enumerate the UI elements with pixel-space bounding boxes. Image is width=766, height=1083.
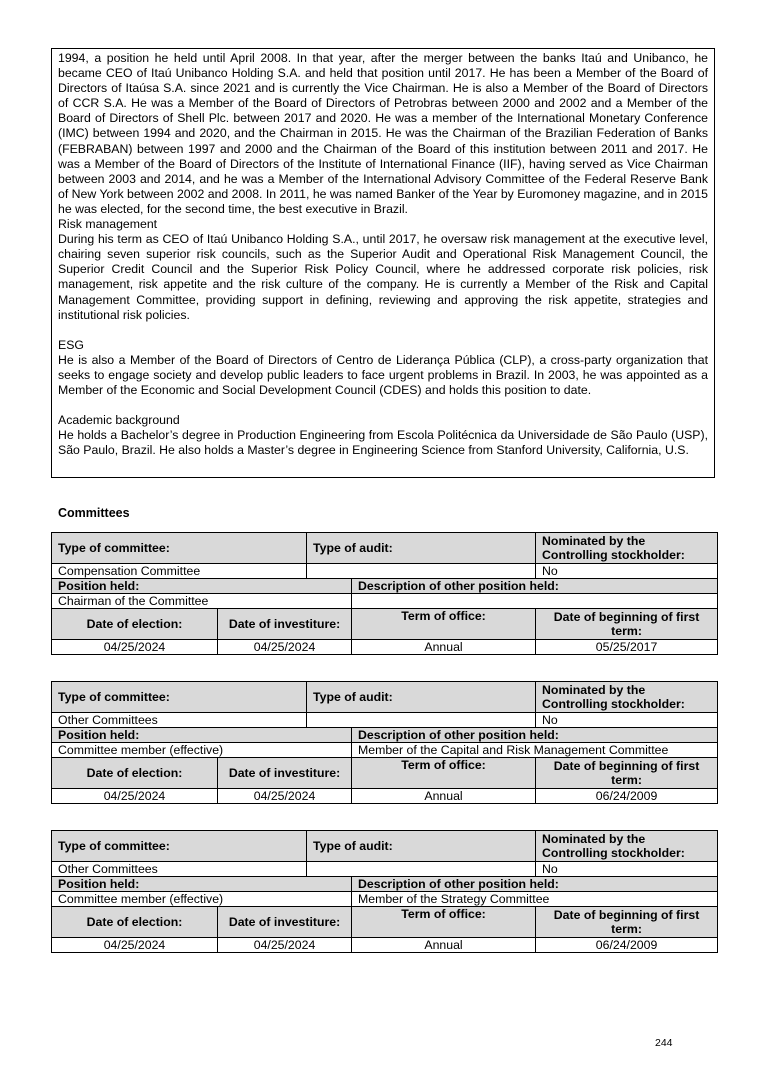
academic-text: He holds a Bachelor’s degree in Production Engineering from Escola Politécnica da Universidade de São Paulo (USP), São Paulo, Brazil. He also holds a Master’s degree in Engineering Science from Stanford University, California, U.S. (58, 428, 708, 458)
date-of-investiture-label: Date of investiture: (218, 758, 352, 789)
nominated-value: No (536, 564, 718, 579)
term-of-office-label: Term of office: (352, 758, 536, 789)
description-value: Member of the Capital and Risk Management Committee (352, 743, 718, 758)
beginning-date-value: 06/24/2009 (536, 789, 718, 804)
term-value: Annual (352, 789, 536, 804)
position-held-value: Chairman of the Committee (52, 594, 352, 609)
type-of-committee-label: Type of committee: (52, 533, 307, 564)
election-date-value: 04/25/2024 (52, 789, 218, 804)
investiture-date-value: 04/25/2024 (218, 640, 352, 655)
audit-type-value (307, 713, 536, 728)
term-of-office-label: Term of office: (352, 609, 536, 640)
investiture-date-value: 04/25/2024 (218, 789, 352, 804)
position-held-value: Committee member (effective) (52, 892, 352, 907)
biography-box (51, 48, 715, 478)
esg-heading: ESG (58, 337, 84, 352)
committee-table (51, 681, 718, 804)
nominated-by-label: Nominated by the Controlling stockholder: (536, 682, 718, 713)
position-held-label: Position held: (52, 728, 352, 743)
beginning-date-value: 05/25/2017 (536, 640, 718, 655)
type-of-audit-label: Type of audit: (307, 682, 536, 713)
type-of-committee-label: Type of committee: (52, 831, 307, 862)
page-number: 244 (655, 1037, 673, 1049)
type-of-audit-label: Type of audit: (307, 831, 536, 862)
term-of-office-label: Term of office: (352, 907, 536, 938)
esg-text: He is also a Member of the Board of Directors of Centro de Liderança Pública (CLP), a cross-party organization that seeks to engage society and develop public leaders to face urgent problems in Brazil. In 2003, he was appointed as a Member of the Economic and Social Development Council (CDES) and holds this position to date. (58, 352, 708, 397)
date-beginning-label: Date of beginning of first term: (536, 609, 718, 640)
academic-heading: Academic background (58, 413, 180, 428)
election-date-value: 04/25/2024 (52, 938, 218, 953)
term-value: Annual (352, 938, 536, 953)
committee-table (51, 830, 718, 953)
nominated-value: No (536, 862, 718, 877)
description-other-label: Description of other position held: (352, 579, 718, 594)
investiture-date-value: 04/25/2024 (218, 938, 352, 953)
committee-type-value: Other Committees (52, 713, 307, 728)
description-value: Member of the Strategy Committee (352, 892, 718, 907)
bio-paragraph: 1994, a position he held until April 2008. In that year, after the merger between the banks Itaú and Unibanco, he became CEO of Itaú Unibanco Holding S.A. and held that position until 2017. He has been a Member of the Board of Directors of Itaúsa S.A. since 2021 and is currently the Vice Chairman. He is also a Member of the Board of Directors of CCR S.A. He was a Member of the Board of Directors of Petrobras between 2000 and 2002 and a Member of the Board of Directors of Shell Plc. between 2017 and 2020. He was a member of the International Monetary Conference (IMC) between 1994 and 2020, and the Chairman in 2015. He was the Chairman of the Brazilian Federation of Banks (FEBRABAN) between 1997 and 2000 and the Chairman of the Board of this institution between 2011 and 2017. He was a Member of the Board of Directors of the Institute of International Finance (IIF), having served as Vice Chairman between 2003 and 2014, and he was a Member of the International Advisory Committee of the Federal Reserve Bank of New York between 2002 and 2008. In 2011, he was named Banker of the Year by Euromoney magazine, and in 2015 he was elected, for the second time, the best executive in Brazil. (58, 51, 708, 216)
nominated-by-label: Nominated by the Controlling stockholder: (536, 831, 718, 862)
date-of-election-label: Date of election: (52, 609, 218, 640)
committee-type-value: Other Committees (52, 862, 307, 877)
date-beginning-label: Date of beginning of first term: (536, 907, 718, 938)
position-held-label: Position held: (52, 877, 352, 892)
type-of-committee-label: Type of committee: (52, 682, 307, 713)
nominated-value: No (536, 713, 718, 728)
date-of-election-label: Date of election: (52, 907, 218, 938)
audit-type-value (307, 564, 536, 579)
nominated-by-label: Nominated by the Controlling stockholder: (536, 533, 718, 564)
description-other-label: Description of other position held: (352, 877, 718, 892)
description-other-label: Description of other position held: (352, 728, 718, 743)
date-beginning-label: Date of beginning of first term: (536, 758, 718, 789)
date-of-investiture-label: Date of investiture: (218, 609, 352, 640)
beginning-date-value: 06/24/2009 (536, 938, 718, 953)
type-of-audit-label: Type of audit: (307, 533, 536, 564)
risk-management-text: During his term as CEO of Itaú Unibanco Holding S.A., until 2017, he oversaw risk management at the executive level, chairing seven superior risk councils, such as the Superior Audit and Operational Risk Management Council, the Superior Credit Council and the Superior Risk Policy Council, where he addressed corporate risk policies, risk management, risk appetite and the risk culture of the company. He is currently a Member of the Risk and Capital Management Committee, providing support in defining, reviewing and approving the risk appetite, strategies and institutional risk policies. (58, 232, 708, 322)
committee-type-value: Compensation Committee (52, 564, 307, 579)
position-held-value: Committee member (effective) (52, 743, 352, 758)
committee-table (51, 532, 718, 655)
committees-title: Committees (58, 506, 130, 520)
election-date-value: 04/25/2024 (52, 640, 218, 655)
position-held-label: Position held: (52, 579, 352, 594)
term-value: Annual (352, 640, 536, 655)
risk-management-heading: Risk management (58, 217, 158, 232)
description-value (352, 594, 718, 609)
date-of-election-label: Date of election: (52, 758, 218, 789)
date-of-investiture-label: Date of investiture: (218, 907, 352, 938)
audit-type-value (307, 862, 536, 877)
